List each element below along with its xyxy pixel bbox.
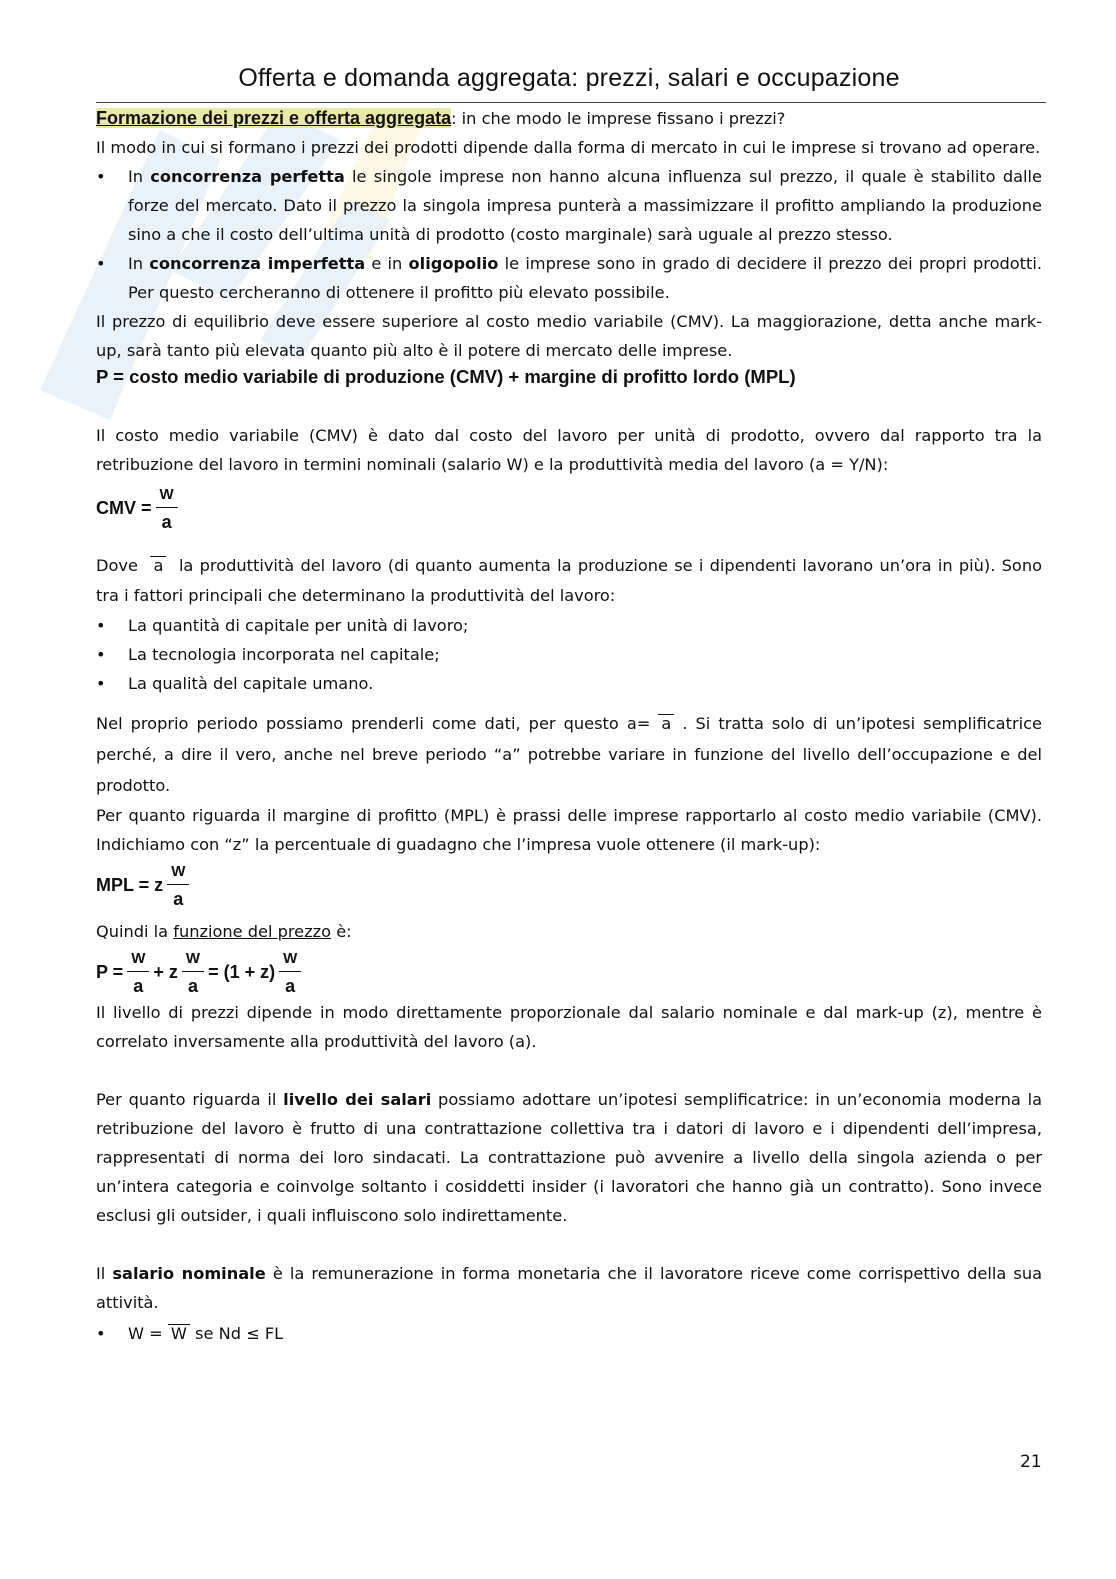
page-content <box>96 104 1042 1348</box>
short-run-paragraph: Nel proprio periodo possiamo prenderli come dati, per questo a= a . Si tratta solo di un’ipotesi semplificatrice perché, a dire il vero, anche nel breve periodo “a” potrebbe variare in funzione del livello dell’occupazione e del prodotto. <box>96 714 1042 795</box>
price-formula: P = costo medio variabile di produzione (CMV) + margine di profitto lordo (MPL) <box>96 366 796 387</box>
equilibrium-paragraph: Il prezzo di equilibrio deve essere superiore al costo medio variabile (CMV). La maggiorazione, detta anche mark-up, sarà tanto più elevata quanto più alto è il potere di mercato delle imprese. <box>96 312 1042 360</box>
list-item: • La quantità di capitale per unità di lavoro; <box>96 611 1042 640</box>
heading-question: : in che modo le imprese fissano i prezzi? <box>451 109 786 128</box>
wage-condition-list <box>96 1319 1042 1348</box>
list-item: • In concorrenza perfetta le singole imprese non hanno alcuna influenza sul prezzo, il quale è stabilito dalle forze del mercato. Dato il prezzo la singola impresa punterà a massimizzare il profitto ampliando la produzione sino a che il costo dell’ultima unità di prodotto (costo marginale) sarà uguale al prezzo stesso. <box>96 162 1042 249</box>
price-level-paragraph: Il livello di prezzi dipende in modo direttamente proporzionale dal salario nominale e dal mark-up (z), mentre è correlato inversamente alla produttività del lavoro (a). <box>96 1003 1042 1051</box>
mpl-paragraph: Per quanto riguarda il margine di profitto (MPL) è prassi delle imprese rapportarlo al costo medio variabile (CMV). Indichiamo con “z” la percentuale di guadagno che l’impresa vuole ottenere (il mark-up): <box>96 806 1042 854</box>
list-item: • W = W se Nd ≤ FL <box>96 1319 1042 1348</box>
quindi-paragraph: Quindi la funzione del prezzo è: <box>96 922 352 941</box>
wages-paragraph: Per quanto riguarda il livello dei salari possiamo adottare un’ipotesi semplificatrice: in un’economia moderna la retribuzione del lavoro è frutto di una contrattazione collettiva tra i datori di lavoro e i dipendenti dell’impresa, rappresentati di norma dei loro sindacati. La contrattazione può avvenire a livello della singola azienda o per un’intera categoria e coinvolge soltanto i cosiddetti insider (i lavoratori che hanno già un contratto). Sono invece esclusi gli outsider, i quali influiscono solo indirettamente. <box>96 1090 1043 1225</box>
market-forms-list <box>96 162 1042 307</box>
productivity-factors-list <box>96 611 1042 698</box>
list-item: • In concorrenza imperfetta e in oligopolio le imprese sono in grado di decidere il prezzo dei propri prodotti. Per questo cercheranno di ottenere il profitto più elevato possibile. <box>96 249 1042 307</box>
mpl-formula: MPL = z $\frac{W}{a}$ <box>96 859 1042 911</box>
nominal-wage-paragraph: Il salario nominale è la remunerazione in forma monetaria che il lavoratore riceve come corrispettivo della sua attività. <box>96 1264 1043 1312</box>
dove-paragraph: Dove a la produttività del lavoro (di quanto aumenta la produzione se i dipendenti lavorano un’ora in più). Sono tra i fattori principali che determinano la produttività del lavoro: <box>96 556 1042 605</box>
intro-paragraph: Il modo in cui si formano i prezzi dei prodotti dipende dalla forma di mercato in cui le imprese si trovano ad operare. <box>96 138 1041 157</box>
price-function-formula: P = $\frac{W}{a}$ + z $\frac{W}{a}$ = (1 + z) $\frac{W}{a}$ <box>96 946 1042 998</box>
cmv-paragraph: Il costo medio variabile (CMV) è dato dal costo del lavoro per unità di prodotto, ovvero dal rapporto tra la retribuzione del lavoro in termini nominali (salario W) e la produttività media del lavoro (a = Y/N): <box>96 426 1042 474</box>
cmv-formula: CMV = $\frac{W}{a}$ <box>96 479 1042 537</box>
page-title: Offerta e domanda aggregata: prezzi, salari e occupazione <box>238 64 900 92</box>
page-number: 21 <box>1020 1452 1042 1472</box>
list-item: • La tecnologia incorporata nel capitale; <box>96 640 1042 669</box>
list-item: • La qualità del capitale umano. <box>96 669 1042 698</box>
title-divider <box>96 102 1046 103</box>
section-heading-line <box>96 104 1042 133</box>
section-heading: Formazione dei prezzi e offerta aggregata <box>96 108 452 128</box>
